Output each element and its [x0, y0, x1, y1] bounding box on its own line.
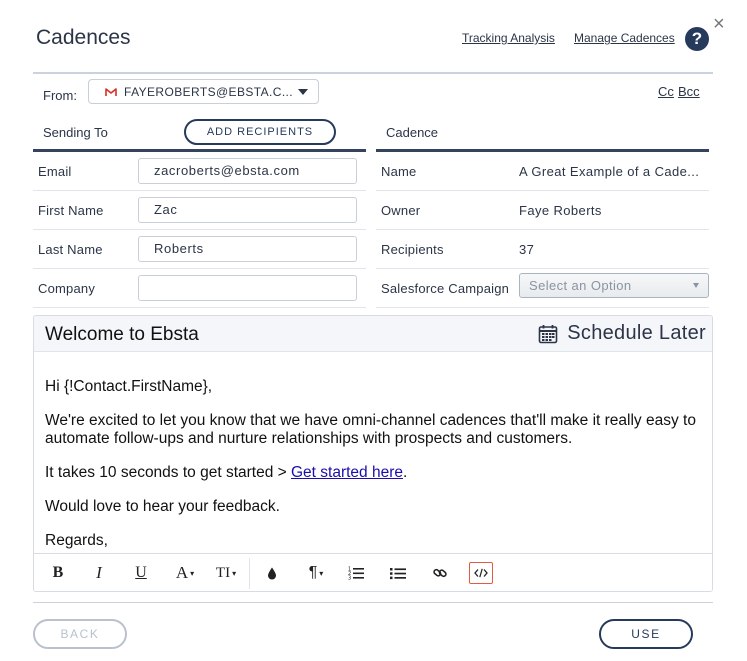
recipient-email-row: [33, 152, 366, 191]
text-size-glyph: TI: [215, 564, 231, 581]
email-greeting: Hi {!Contact.FirstName},: [45, 378, 213, 395]
editor-toolbar: [34, 553, 712, 592]
add-recipients-button[interactable]: ADD RECIPIENTS: [184, 119, 336, 145]
email-editor: [33, 315, 713, 592]
email-paragraph-1: We're excited to let you know that we have omni-channel cadences that'll make it really easy to automate follow-ups and nurture relationships with prospects and customers.: [45, 412, 696, 447]
caret-down-icon: ▾: [190, 568, 195, 578]
svg-text:3: 3: [348, 575, 352, 580]
from-label: From:: [43, 88, 77, 103]
font-color-icon[interactable]: [169, 562, 201, 584]
header-divider: [33, 72, 713, 74]
owner-value: Faye Roberts: [519, 203, 602, 218]
last-name-label: Last Name: [38, 242, 103, 257]
toolbar-separator: [249, 558, 250, 589]
owner-label: Owner: [381, 203, 421, 218]
company-label: Company: [38, 281, 96, 296]
email-label: Email: [38, 164, 72, 179]
email-body[interactable]: [45, 378, 710, 566]
schedule-later-button[interactable]: [538, 322, 706, 345]
footer-divider: [33, 602, 713, 603]
font-glyph: A: [175, 563, 189, 582]
back-button[interactable]: BACK: [33, 619, 127, 649]
italic-icon[interactable]: I: [96, 563, 102, 582]
from-account-select[interactable]: [88, 79, 319, 104]
subject-bar: [34, 316, 712, 352]
use-button[interactable]: USE: [599, 619, 693, 649]
campaign-select-placeholder: Select an Option: [529, 278, 632, 293]
code-glyph: [474, 568, 488, 578]
recipients-count: 37: [519, 242, 535, 257]
cadence-recipients-row: [376, 230, 709, 269]
link-icon[interactable]: [430, 562, 450, 584]
salesforce-campaign-row: [376, 269, 709, 308]
ordered-list-glyph: [348, 566, 364, 580]
recipients-label: Recipients: [381, 242, 444, 257]
svg-text:1: 1: [348, 566, 352, 573]
email-subject[interactable]: Welcome to Ebsta: [45, 324, 199, 345]
link-glyph: [433, 566, 447, 580]
cadence-owner-row: [376, 191, 709, 230]
schedule-later-label: Schedule Later: [567, 322, 706, 344]
code-view-icon[interactable]: [469, 562, 493, 584]
bold-icon[interactable]: B: [52, 564, 64, 581]
paragraph-icon[interactable]: [300, 562, 332, 584]
first-name-label: First Name: [38, 203, 104, 218]
caret-down-icon: ▾: [232, 568, 237, 578]
last-name-field[interactable]: Roberts: [138, 236, 357, 262]
email-field[interactable]: zacroberts@ebsta.com: [138, 158, 357, 184]
chevron-down-icon: [693, 283, 699, 288]
ink-drop-icon[interactable]: [262, 562, 282, 584]
first-name-field[interactable]: Zac: [138, 197, 357, 223]
recipient-first-name-row: [33, 191, 366, 230]
cadence-name-value: A Great Example of a Cade...: [519, 164, 700, 179]
salesforce-campaign-label: Salesforce Campaign: [381, 281, 510, 296]
svg-text:2: 2: [348, 571, 352, 577]
unordered-list-icon[interactable]: [388, 562, 408, 584]
cc-link[interactable]: Cc: [658, 84, 674, 99]
cadence-name-row: [376, 152, 709, 191]
email-paragraph-2-text: It takes 10 seconds to get started >: [45, 463, 291, 481]
email-paragraph-2: [45, 464, 710, 482]
recipient-last-name-row: [33, 230, 366, 269]
from-account-value: FAYEROBERTS@EBSTA.C...: [124, 84, 294, 99]
calendar-icon: [538, 324, 558, 344]
ordered-list-icon[interactable]: [346, 562, 366, 584]
underline-icon[interactable]: U: [135, 564, 147, 581]
tracking-analysis-link[interactable]: Tracking Analysis: [462, 31, 555, 45]
recipient-company-row: [33, 269, 366, 308]
email-signoff: Regards,: [45, 531, 108, 549]
get-started-link[interactable]: Get started here: [291, 463, 404, 481]
question-circle-icon[interactable]: ?: [685, 27, 709, 51]
bcc-link[interactable]: Bcc: [678, 84, 700, 99]
text-size-icon[interactable]: [210, 562, 242, 584]
close-icon[interactable]: ×: [713, 13, 725, 35]
email-paragraph-2-end: .: [403, 463, 408, 481]
email-paragraph-3: Would love to hear your feedback.: [45, 497, 280, 515]
company-field[interactable]: [138, 275, 357, 301]
cadence-section-label: Cadence: [386, 125, 439, 140]
gmail-icon: [105, 87, 117, 97]
sending-to-label: Sending To: [43, 125, 108, 140]
salesforce-campaign-select[interactable]: [519, 273, 709, 298]
caret-down-icon: ▾: [319, 568, 324, 578]
paragraph-glyph: ¶: [308, 564, 318, 581]
unordered-list-glyph: [390, 567, 406, 580]
modal-title: Cadences: [36, 26, 131, 49]
cadence-name-label: Name: [381, 164, 417, 179]
manage-cadences-link[interactable]: Manage Cadences: [574, 31, 675, 45]
dropdown-arrow-icon: [298, 89, 308, 95]
ink-drop-glyph: [267, 567, 277, 580]
